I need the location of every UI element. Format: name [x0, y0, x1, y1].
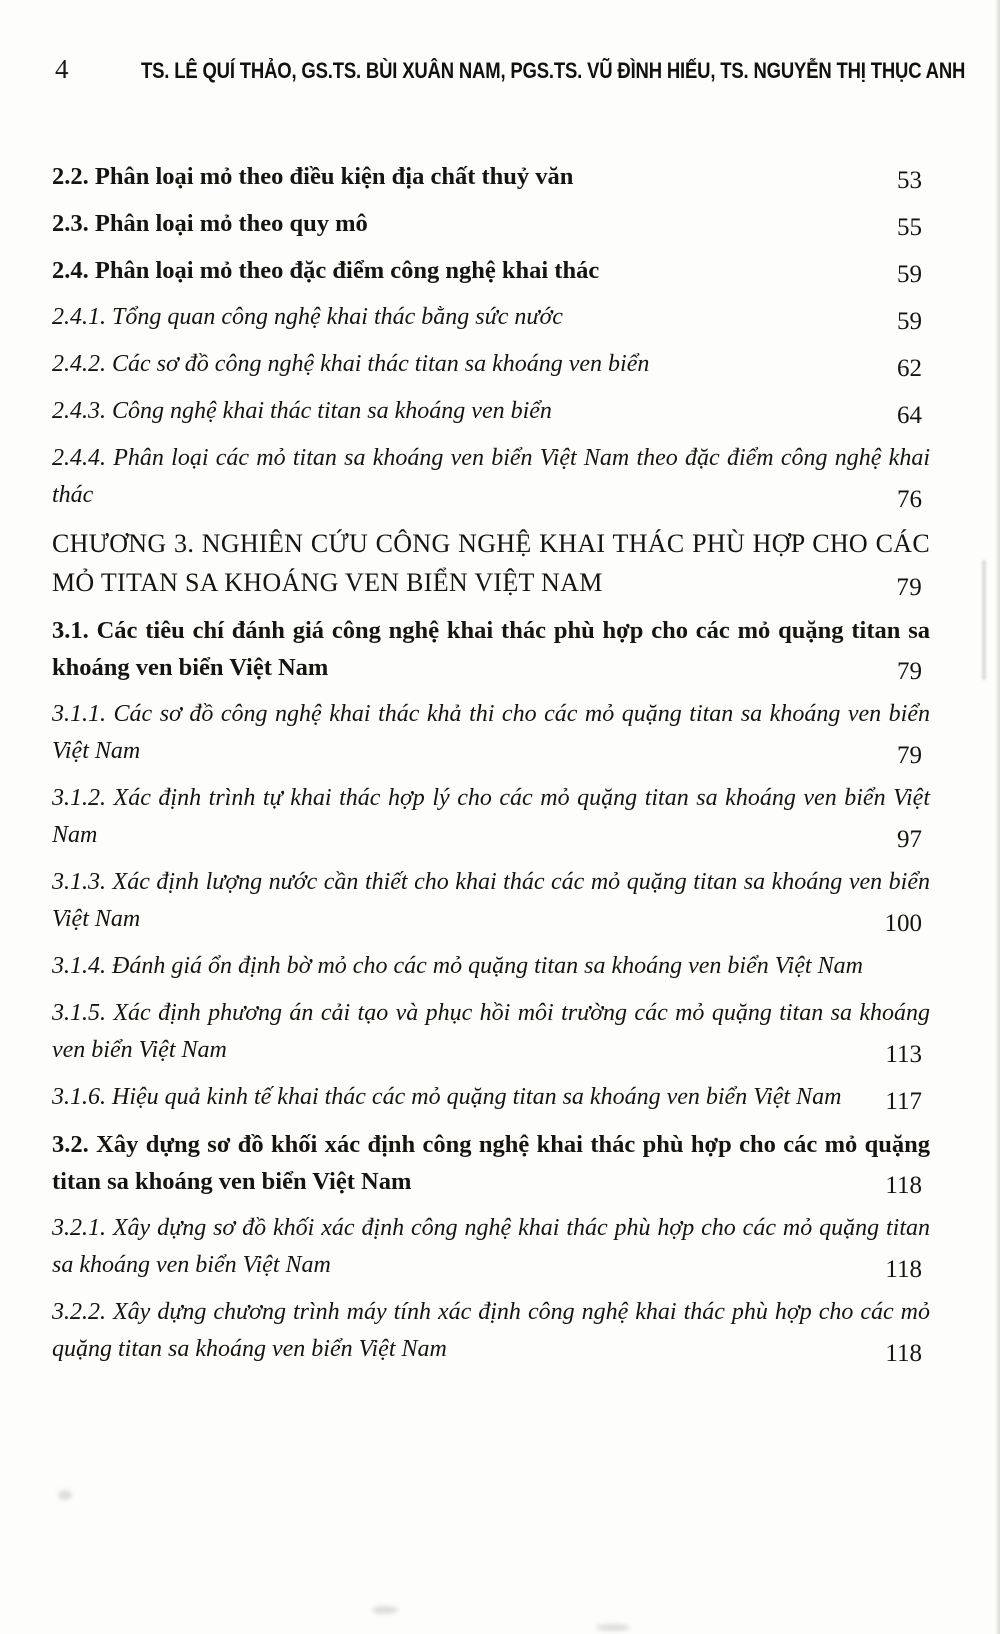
toc-entry-label: 2.4.4. Phân loại các mỏ titan sa khoáng ven biển Việt Nam theo đặc điểm công nghệ khai thác [52, 445, 930, 508]
toc-entry-page: 118 [885, 1256, 922, 1283]
toc-entry [52, 1210, 930, 1284]
toc-entry-label: 2.4.2. Các sơ đồ công nghệ khai thác titan sa khoáng ven biển [52, 351, 650, 377]
toc-entry [52, 158, 930, 195]
toc-entry-label: CHƯƠNG 3. NGHIÊN CỨU CÔNG NGHỆ KHAI THÁC PHÙ HỢP CHO CÁC MỎ TITAN SA KHOÁNG VEN BIỂN VIỆT NAM [52, 529, 930, 597]
toc-entry-page: 55 [897, 214, 922, 241]
toc-entry-label: 3.2.2. Xây dựng chương trình máy tính xác định công nghệ khai thác phù hợp cho các mỏ quặng titan sa khoáng ven biển Việt Nam [52, 1299, 930, 1362]
toc-entry-label: 3.1. Các tiêu chí đánh giá công nghệ khai thác phù hợp cho các mỏ quặng titan sa khoáng ven biển Việt Nam [52, 617, 930, 681]
toc-entry-label: 3.1.2. Xác định trình tự khai thác hợp lý cho các mỏ quặng titan sa khoáng ven biển Việt Nam [52, 785, 930, 848]
toc-entry [52, 864, 930, 938]
toc-entry [52, 205, 930, 242]
scan-artifact [58, 1490, 72, 1500]
toc-entry-label: 3.1.1. Các sơ đồ công nghệ khai thác khả thi cho các mỏ quặng titan sa khoáng ven biển Việt Nam [52, 701, 930, 764]
toc-entry-label: 2.4.1. Tổng quan công nghệ khai thác bằng sức nước [52, 304, 563, 330]
page-header [55, 54, 965, 85]
toc-entry [52, 612, 930, 686]
toc-entry [52, 696, 930, 770]
toc-entry [52, 1126, 930, 1200]
toc-entry [52, 1079, 930, 1116]
toc-entry [52, 948, 930, 985]
toc-entry-page: 64 [897, 402, 922, 429]
toc-entry-label: 2.4.3. Công nghệ khai thác titan sa khoáng ven biển [52, 398, 552, 424]
toc-entry-label: 2.4. Phân loại mỏ theo đặc điểm công nghệ khai thác [52, 257, 600, 284]
running-head-authors: TS. LÊ QUÍ THẢO, GS.TS. BÙI XUÂN NAM, PGS.TS. VŨ ĐÌNH HIẾU, TS. NGUYỄN THỊ THỤC ANH [140, 58, 965, 83]
toc-entry-page: 59 [897, 261, 922, 288]
toc-entry [52, 252, 930, 289]
toc-entry [52, 995, 930, 1069]
toc-entry-page: 100 [884, 910, 922, 937]
toc-entry [52, 1294, 930, 1368]
toc-entry-page: 59 [897, 308, 922, 335]
scan-artifact [596, 1624, 630, 1631]
toc-entry [52, 346, 930, 383]
toc-entry-label: 2.3. Phân loại mỏ theo quy mô [52, 210, 368, 237]
toc-entry-label: 3.1.4. Đánh giá ổn định bờ mỏ cho các mỏ quặng titan sa khoáng ven biển Việt Nam [52, 953, 863, 979]
toc-entry-label: 2.2. Phân loại mỏ theo điều kiện địa chất thuỷ văn [52, 163, 574, 190]
toc-entry-page: 118 [885, 1172, 922, 1199]
toc-entry-page: 76 [897, 486, 922, 513]
page-number: 4 [55, 54, 69, 84]
toc-entry-page: 79 [897, 658, 922, 685]
toc-entry-label: 3.2. Xây dựng sơ đồ khối xác định công nghệ khai thác phù hợp cho các mỏ quặng titan sa khoáng ven biển Việt Nam [52, 1131, 930, 1195]
toc-entry-label: 3.1.3. Xác định lượng nước cần thiết cho khai thác các mỏ quặng titan sa khoáng ven biển Việt Nam [52, 869, 930, 932]
toc-entry-label: 3.2.1. Xây dựng sơ đồ khối xác định công nghệ khai thác phù hợp cho các mỏ quặng titan sa khoáng ven biển Việt Nam [52, 1215, 930, 1278]
toc-entry-page: 97 [897, 826, 922, 853]
table-of-contents [52, 158, 930, 1378]
toc-entry-label: 3.1.5. Xác định phương án cải tạo và phục hồi môi trường các mỏ quặng titan sa khoáng ven biển Việt Nam [52, 1000, 930, 1063]
scan-artifact [982, 560, 986, 680]
toc-entry-page: 53 [897, 167, 922, 194]
toc-entry-page: 118 [885, 1340, 922, 1367]
toc-entry-page: 113 [885, 1041, 922, 1068]
toc-entry-label: 3.1.6. Hiệu quả kinh tế khai thác các mỏ quặng titan sa khoáng ven biển Việt Nam [52, 1084, 842, 1110]
toc-entry [52, 440, 930, 514]
toc-entry [52, 780, 930, 854]
scan-edge-shadow [995, 0, 1000, 1634]
scan-artifact [372, 1606, 398, 1614]
toc-entry-page: 79 [896, 574, 922, 601]
toc-entry-chapter [52, 524, 930, 602]
toc-entry-page: 117 [885, 1088, 922, 1115]
toc-entry-page: 62 [897, 355, 922, 382]
toc-entry-page: 79 [897, 742, 922, 769]
toc-entry [52, 299, 930, 336]
toc-entry [52, 393, 930, 430]
